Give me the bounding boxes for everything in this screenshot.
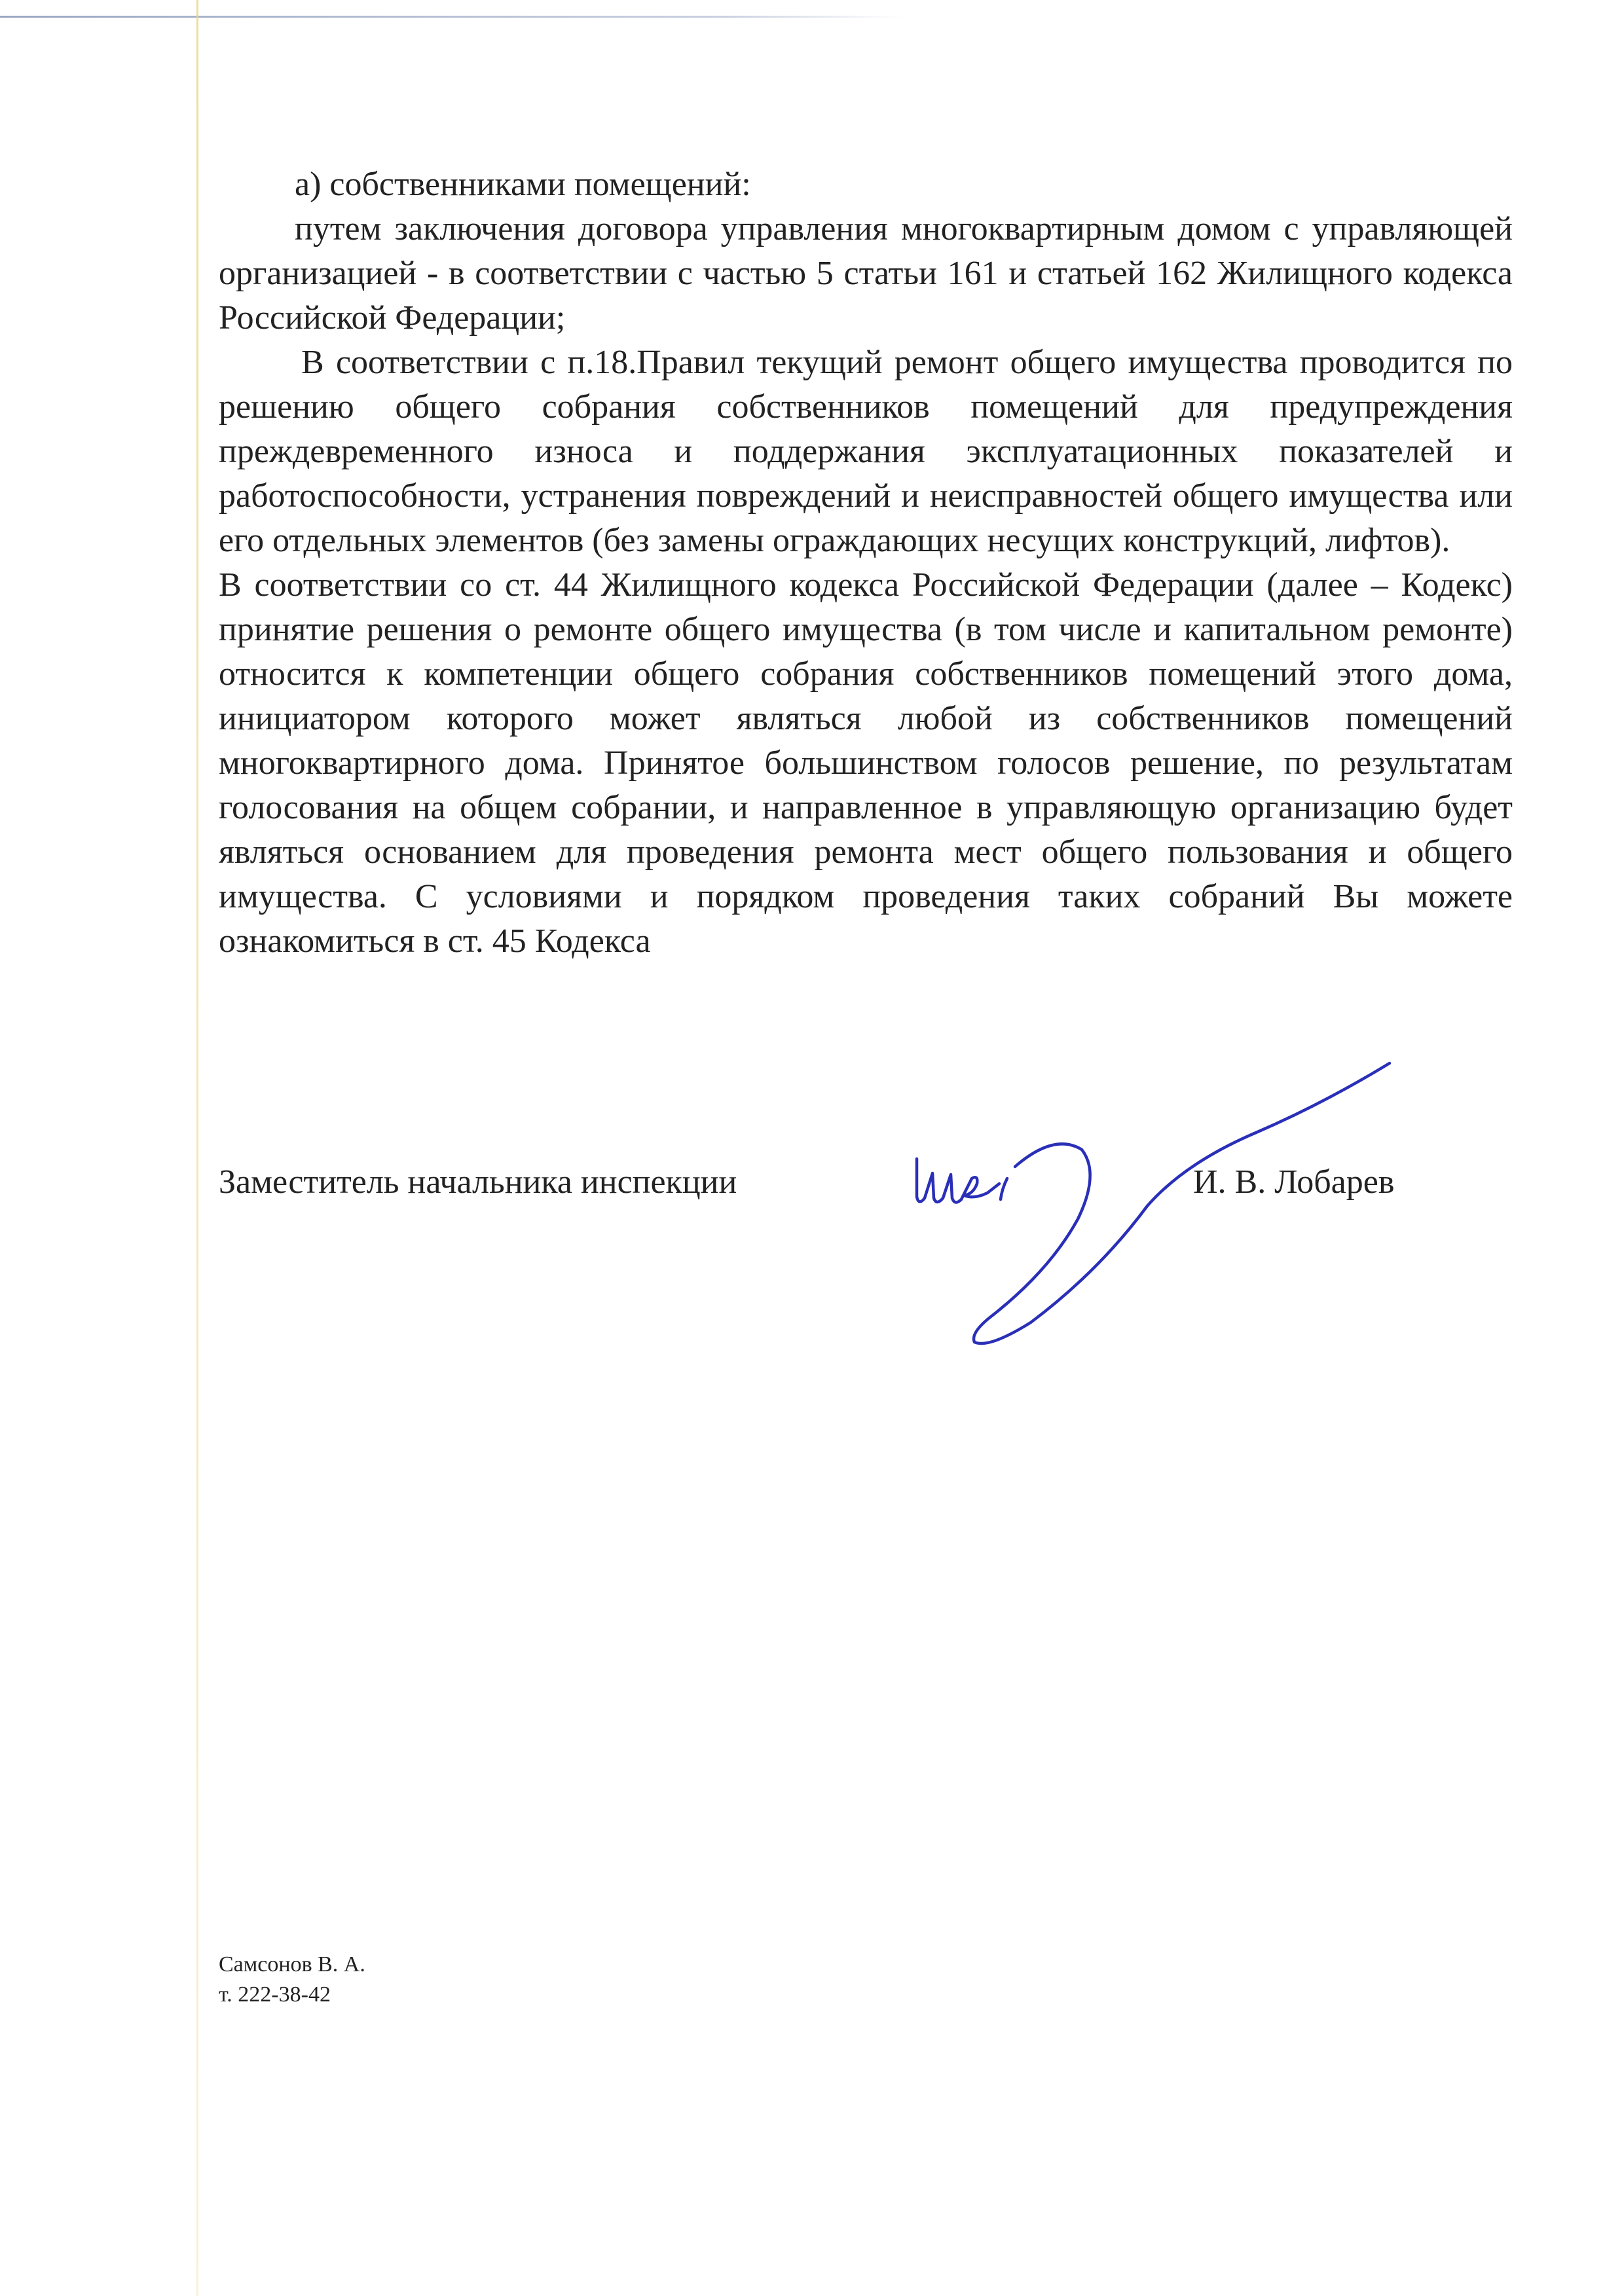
paragraph-current-repair-rules: В соответствии с п.18.Правил текущий ремонт общего имущества проводится по решению общего собрания собственников помещений для предупреждения преждевременного износа и поддержания эксплуатационных показателей и работоспособности, устранения повреждений и неисправностей общего имущества или его отдельных элементов (без замены ограждающих несущих конструкций, лифтов). <box>219 344 1513 559</box>
letter-body <box>219 162 1513 964</box>
scan-edge-line-left <box>196 0 198 2296</box>
executor-name: Самсонов В. А. <box>219 1952 365 1977</box>
paragraph-owners-heading: а) собственниками помещений: <box>295 166 751 203</box>
executor-info <box>219 1950 365 2010</box>
paragraph-management-contract: путем заключения договора управления многоквартирным домом с управляющей организацией - в соответствии с частью 5 статьи 161 и статьей 162 Жилищного кодекса Российской Федерации; <box>219 210 1513 337</box>
paragraph-housing-code-article-44: В соответствии со ст. 44 Жилищного кодекса Российской Федерации (далее – Кодекс) принятие решения о ремонте общего имущества (в том числе и капитальном ремонте) относится к компетенции общего собрания собственников помещений этого дома, инициатором которого может являться любой из собственников помещений многоквартирного дома. Принятое большинством голосов решение, по результатам голосования на общем собрании, и направленное в управляющую организацию будет являться основанием для проведения ремонта мест общего пользования и общего имущества. С условиями и порядком проведения таких собраний Вы можете ознакомиться в ст. 45 Кодекса <box>219 566 1513 960</box>
executor-phone: т. 222-38-42 <box>219 1982 331 2007</box>
signatory-name: И. В. Лобарев <box>1193 1163 1395 1201</box>
scan-edge-line-top <box>0 16 904 18</box>
signatory-position: Заместитель начальника инспекции <box>219 1163 737 1201</box>
